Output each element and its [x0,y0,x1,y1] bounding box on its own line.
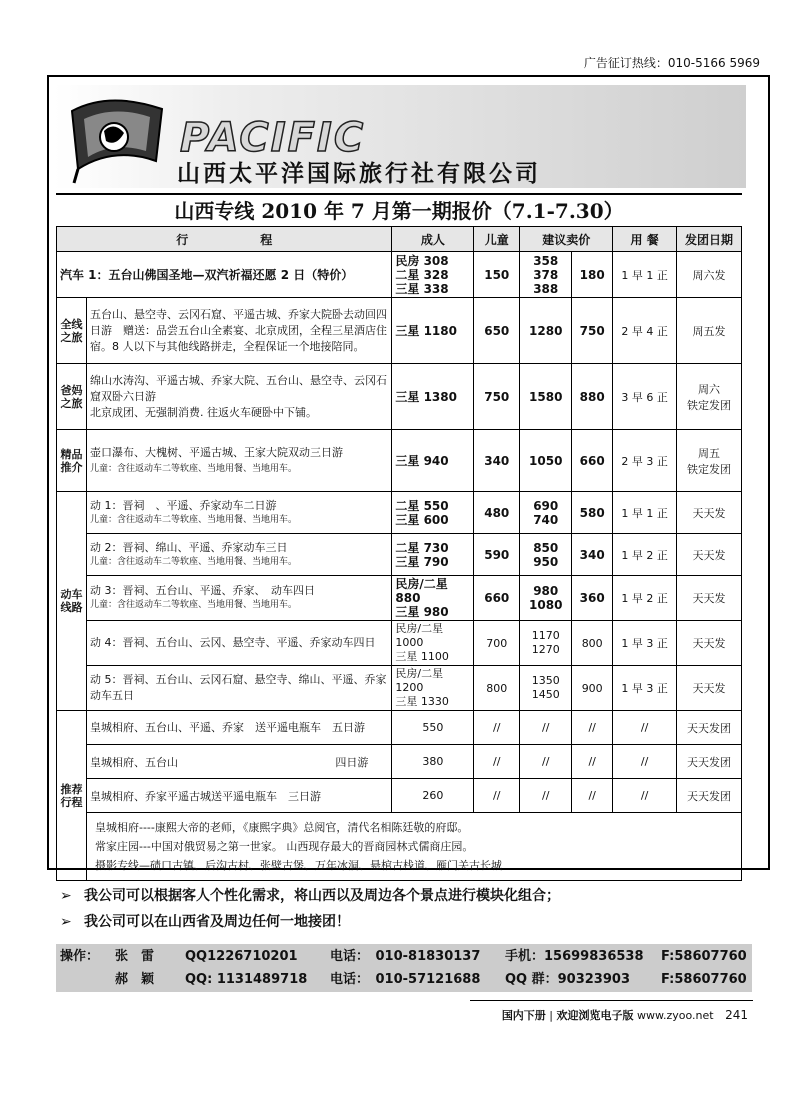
footer-section: 国内下册 [501,1009,546,1022]
row-dong4-price2: 800 [572,621,613,666]
contact-qq-group: QQ 群：90323903 [505,972,630,987]
contact-phone: 电话： 010-57121688 [330,972,481,987]
note-line: 摄影专线—碛口古镇、后沟古村、张壁古堡、万年冰洞、悬棺古栈道、雁门关古长城 [94,859,502,872]
row-dong3-adult: 民房/二星 880 三星 980 [392,576,474,621]
row-dong2-child: 590 [474,534,520,576]
row-bama-price2: 880 [572,364,613,430]
category-quanxian: 全线之旅 [57,298,87,364]
header-meals: 用 餐 [613,227,677,252]
table-row [57,252,742,298]
footer-divider [470,1000,753,1001]
row-car1-desc: 汽车 1：五台山佛国圣地—双汽祈福还愿 2 日（特价） [57,252,392,298]
row-rec2-departure: 天天发团 [677,745,742,779]
row-dong1-price1: 690 740 [520,492,572,534]
footer-promo: 欢迎浏览电子版 [556,1009,634,1022]
row-rec1-adult: 550 [392,711,474,745]
row-dong1-child: 480 [474,492,520,534]
row-jingpin-departure: 周五 铁定发团 [677,430,742,492]
row-car1-meals: 1 早 1 正 [613,252,677,298]
row-quanxian-price2: 750 [572,298,613,364]
bullet-text: 我公司可以在山西省及周边任何一地接团！ [84,914,350,930]
row-rec1-desc: 皇城相府、五台山、平遥、乔家 送平遥电瓶车 五日游 [86,711,391,745]
header-departure-label: 发团日期 [685,232,734,247]
row-quanxian-desc: 五台山、悬空寺、云冈石窟、平遥古城、乔家大院卧去动回四日游 赠送：品尝五台山全素宴、北京成团，全程三星酒店住宿。8 人以下与其他线路拼走，全程保证一个地接陪同。 [86,298,391,364]
row-jingpin-price1: 1050 [520,430,572,492]
row-rec1-departure: 天天发团 [677,711,742,745]
row-dong5-meals: 1 早 3 正 [613,666,677,711]
row-dong5-price1: 1350 1450 [520,666,572,711]
note-line: 皇城相府----康熙大帝的老师，《康熙字典》总阅官，清代名相陈廷敬的府邸。 [94,821,469,834]
row-quanxian-price1: 1280 [520,298,572,364]
row-bama-departure: 周六 铁定发团 [677,364,742,430]
row-dong3-price1: 980 1080 [520,576,572,621]
page-number: 241 [725,1008,748,1022]
row-bama-meals: 3 早 6 正 [613,364,677,430]
header-suggested-price: 建议卖价 [520,227,613,252]
row-rec3-desc: 皇城相府、乔家平遥古城送平遥电瓶车 三日游 [86,779,391,813]
contact-box [56,944,752,992]
header-departure [677,227,742,252]
price-table [56,226,742,881]
service-bullets [60,883,560,935]
row-rec2-meals: // [613,745,677,779]
row-rec2-child: // [474,745,520,779]
row-rec1-child: // [474,711,520,745]
table-row [57,779,742,813]
row-dong2-departure: 天天发 [677,534,742,576]
row-rec1-meals: // [613,711,677,745]
row-dong1-price2: 580 [572,492,613,534]
table-row [57,666,742,711]
category-jingpin: 精品推介 [57,430,87,492]
contact-name: 郝 颖 [115,972,155,987]
row-dong2-price1: 850 950 [520,534,572,576]
row-rec3-adult: 260 [392,779,474,813]
row-dong5-departure: 天天发 [677,666,742,711]
row-jingpin-meals: 2 早 3 正 [613,430,677,492]
attraction-notes [86,813,741,881]
company-banner [54,85,746,188]
table-row [57,430,742,492]
contact-label: 操作： [60,949,100,964]
row-dong2-meals: 1 早 2 正 [613,534,677,576]
footer-site[interactable]: www.zyoo.net [637,1009,714,1022]
pacific-logo-text: PACIFIC [180,115,366,161]
contact-row-1 [60,946,747,968]
row-bama-adult: 三星 1380 [392,364,474,430]
table-row [57,711,742,745]
row-jingpin-price2: 660 [572,430,613,492]
row-dong2-desc: 动 2：晋祠、绵山、平遥、乔家动车三日 儿童：含往返动车二等软座、当地用餐、当地用车。 [86,534,391,576]
row-rec2-price1: // [520,745,572,779]
row-dong3-meals: 1 早 2 正 [613,576,677,621]
note-line: 常家庄园---中国对俄贸易之第一世家。 山西现存最大的晋商园林式儒商庄园。 [94,840,474,853]
row-bama-child: 750 [474,364,520,430]
row-bama-price1: 1580 [520,364,572,430]
table-row [57,364,742,430]
header-child: 儿童 [474,227,520,252]
row-rec3-departure: 天天发团 [677,779,742,813]
row-quanxian-meals: 2 早 4 正 [613,298,677,364]
page-footer: 国内下册 | 欢迎浏览电子版 www.zyoo.net 241 [501,1008,748,1022]
row-dong5-price2: 900 [572,666,613,711]
row-dong3-child: 660 [474,576,520,621]
row-dong3-price2: 360 [572,576,613,621]
row-dong1-desc: 动 1：晋祠 、平遥、乔家动车二日游 儿童：含往返动车二等软座、当地用餐、当地用车。 [86,492,391,534]
row-rec2-price2: // [572,745,613,779]
contact-fax: F:58607760 [661,972,747,987]
row-dong4-adult: 民房/二星 1000 三星 1100 [392,621,474,666]
header-adult: 成人 [392,227,474,252]
contact-mobile: 手机：15699836538 [505,949,644,964]
row-jingpin-adult: 三星 940 [392,430,474,492]
row-dong2-adult: 二星 730 三星 790 [392,534,474,576]
ad-hotline: 广告征订热线：010-5166 5969 [583,56,760,70]
row-dong2-price2: 340 [572,534,613,576]
page-title: 山西专线 2010 年 7 月第一期报价（7.1-7.30） [174,199,624,223]
row-car1-price2: 180 [572,252,613,298]
row-dong4-departure: 天天发 [677,621,742,666]
row-dong1-meals: 1 早 1 正 [613,492,677,534]
row-dong4-meals: 1 早 3 正 [613,621,677,666]
category-tuijian: 推荐行程 [57,711,87,881]
row-rec3-price1: // [520,779,572,813]
category-dongche: 动车线路 [57,492,87,711]
row-rec1-price2: // [572,711,613,745]
row-quanxian-departure: 周五发 [677,298,742,364]
row-car1-child: 150 [474,252,520,298]
arrow-bullet-icon: ➢ [60,914,72,930]
contact-fax: F:58607760 [661,949,747,964]
company-name: 山西太平洋国际旅行社有限公司 [177,161,541,187]
row-rec1-price1: // [520,711,572,745]
row-jingpin-desc: 壶口瀑布、大槐树、平遥古城、王家大院双动三日游 儿童：含往返动车二等软座、当地用餐、当地用车。 [86,430,391,492]
row-dong1-adult: 二星 550 三星 600 [392,492,474,534]
row-quanxian-adult: 三星 1180 [392,298,474,364]
row-dong5-desc: 动 5：晋祠、五台山、云冈石窟、悬空寺、绵山、平遥、乔家 动车五日 [86,666,391,711]
contact-name: 张 雷 [115,949,155,964]
table-row [57,813,742,881]
category-bama: 爸妈之旅 [57,364,87,430]
table-row [57,621,742,666]
table-row [57,534,742,576]
table-row [57,492,742,534]
row-rec3-child: // [474,779,520,813]
row-car1-price1: 358 378 388 [520,252,572,298]
row-car1-adult: 民房 308 二星 328 三星 338 [392,252,474,298]
row-jingpin-child: 340 [474,430,520,492]
row-bama-desc: 绵山水涛沟、平遥古城、乔家大院、五台山、悬空寺、云冈石窟双卧六日游 北京成团、无强制消费. 往返火车硬卧中下铺。 [86,364,391,430]
contact-qq: QQ: 1131489718 [185,972,308,987]
arrow-bullet-icon: ➢ [60,888,72,904]
row-rec2-desc: 皇城相府、五台山 四日游 [86,745,391,779]
contact-phone: 电话： 010-81830137 [330,949,481,964]
row-dong3-desc: 动 3：晋祠、五台山、平遥、乔家、 动车四日 儿童：含往返动车二等软座、当地用餐、当地用车。 [86,576,391,621]
row-rec3-price2: // [572,779,613,813]
header-itinerary: 行 程 [57,227,392,252]
table-header [57,227,742,252]
row-rec2-adult: 380 [392,745,474,779]
row-rec3-meals: // [613,779,677,813]
bullet-text: 我公司可以根据客人个性化需求，将山西以及周边各个景点进行模块化组合； [84,888,560,904]
table-row [57,576,742,621]
row-dong5-child: 800 [474,666,520,711]
contact-row-2 [60,969,747,991]
flag-logo-icon [64,91,169,186]
row-dong3-departure: 天天发 [677,576,742,621]
row-dong1-departure: 天天发 [677,492,742,534]
row-dong4-price1: 1170 1270 [520,621,572,666]
contact-qq: QQ1226710201 [185,949,298,964]
row-car1-departure: 周六发 [677,252,742,298]
table-row [57,745,742,779]
row-dong4-child: 700 [474,621,520,666]
row-dong5-adult: 民房/二星 1200 三星 1330 [392,666,474,711]
row-quanxian-child: 650 [474,298,520,364]
row-dong4-desc: 动 4：晋祠、五台山、云冈、悬空寺、平遥、乔家动车四日 [86,621,391,666]
table-row [57,298,742,364]
